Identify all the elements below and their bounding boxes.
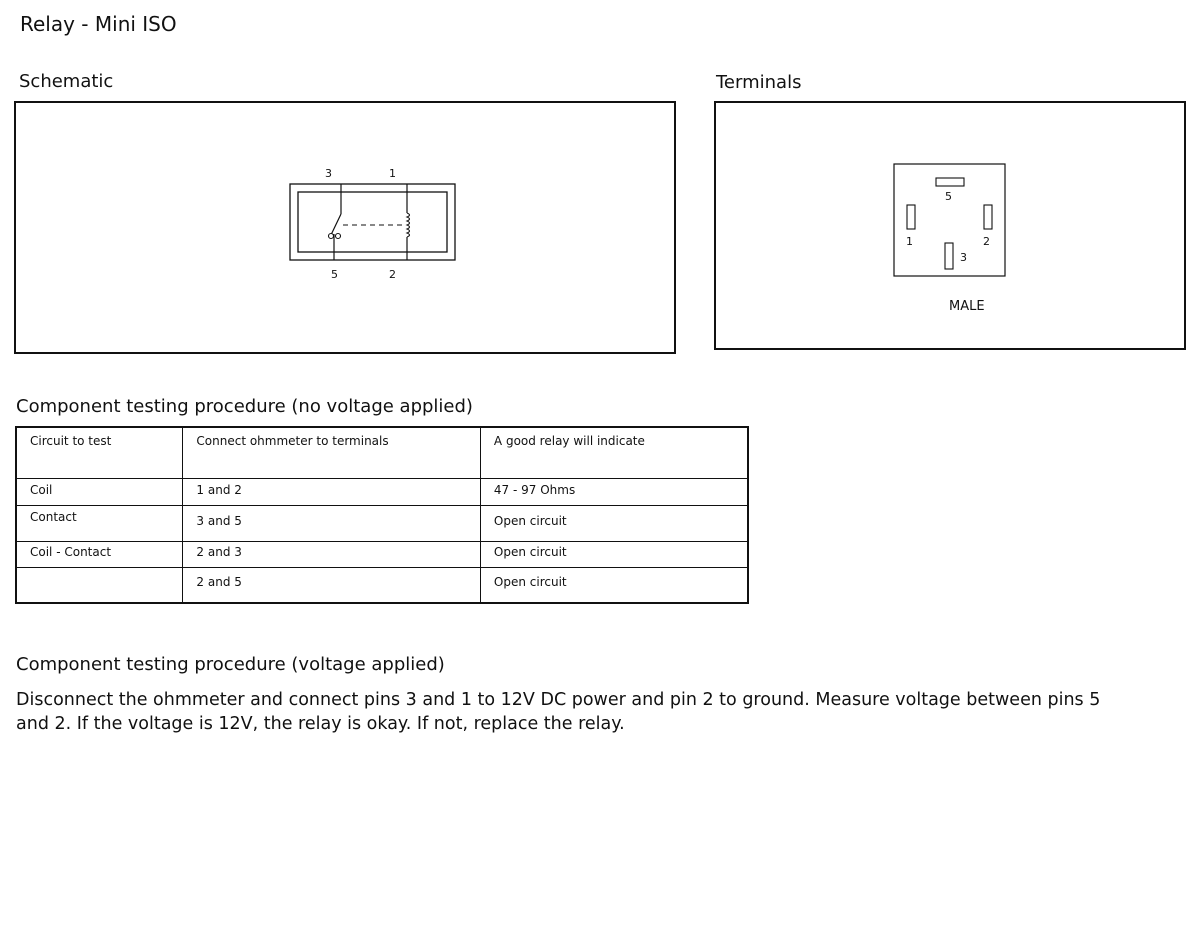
header-terminals: Connect ohmmeter to terminals <box>183 427 481 479</box>
schematic-pin-3: 3 <box>325 167 332 180</box>
row-result: Open circuit <box>480 568 748 604</box>
row-result: Open circuit <box>480 542 748 568</box>
terminal-1-blade <box>907 205 915 229</box>
row-circuit: Coil - Contact <box>16 542 183 568</box>
table-row <box>16 506 748 542</box>
voltage-heading: Component testing procedure (voltage applied) <box>16 654 445 675</box>
no-voltage-heading: Component testing procedure (no voltage applied) <box>16 396 473 417</box>
table-row <box>16 479 748 506</box>
terminal-2-number: 2 <box>983 235 990 248</box>
schematic-pin-1: 1 <box>389 167 396 180</box>
row-terminals: 2 and 5 <box>183 568 481 604</box>
schematic-pin-2: 2 <box>389 268 396 281</box>
document-title: Relay - Mini ISO <box>20 12 177 36</box>
terminal-3-blade <box>945 243 953 269</box>
relay-housing-inner <box>298 192 447 252</box>
terminal-3-number: 3 <box>960 251 967 264</box>
terminals-panel <box>714 101 1186 350</box>
switch-pivot <box>329 234 334 239</box>
row-terminals: 2 and 3 <box>183 542 481 568</box>
terminal-1-number: 1 <box>906 235 913 248</box>
terminals-caption: MALE <box>949 299 985 314</box>
schematic-panel <box>14 101 676 354</box>
coil-winding <box>407 213 410 237</box>
voltage-test-instructions: Disconnect the ohmmeter and connect pins 3 and 1 to 12V DC power and pin 2 to ground. Measure voltage between pins 5 and 2. If the voltage is 12V, the relay is okay. If not, replace the relay. <box>16 690 1101 734</box>
schematic-label: Schematic <box>19 71 114 92</box>
table-row <box>16 568 748 604</box>
table-header-row <box>16 427 748 479</box>
connector-body <box>894 164 1005 276</box>
row-circuit: Contact <box>16 506 183 542</box>
header-result: A good relay will indicate <box>480 427 748 479</box>
terminal-5-number: 5 <box>945 190 952 203</box>
table-row <box>16 542 748 568</box>
row-result: Open circuit <box>480 506 748 542</box>
terminal-layout-diagram <box>716 103 1184 348</box>
schematic-pin-5: 5 <box>331 268 338 281</box>
row-terminals: 3 and 5 <box>183 506 481 542</box>
ohmmeter-test-table <box>15 426 749 604</box>
relay-schematic-diagram <box>16 103 674 352</box>
row-circuit <box>16 568 183 604</box>
row-circuit: Coil <box>16 479 183 506</box>
terminal-5-blade <box>936 178 964 186</box>
contact-point <box>336 234 341 239</box>
terminals-label: Terminals <box>716 72 802 93</box>
row-terminals: 1 and 2 <box>183 479 481 506</box>
row-result: 47 - 97 Ohms <box>480 479 748 506</box>
header-circuit: Circuit to test <box>16 427 183 479</box>
terminal-2-blade <box>984 205 992 229</box>
relay-housing-outer <box>290 184 455 260</box>
